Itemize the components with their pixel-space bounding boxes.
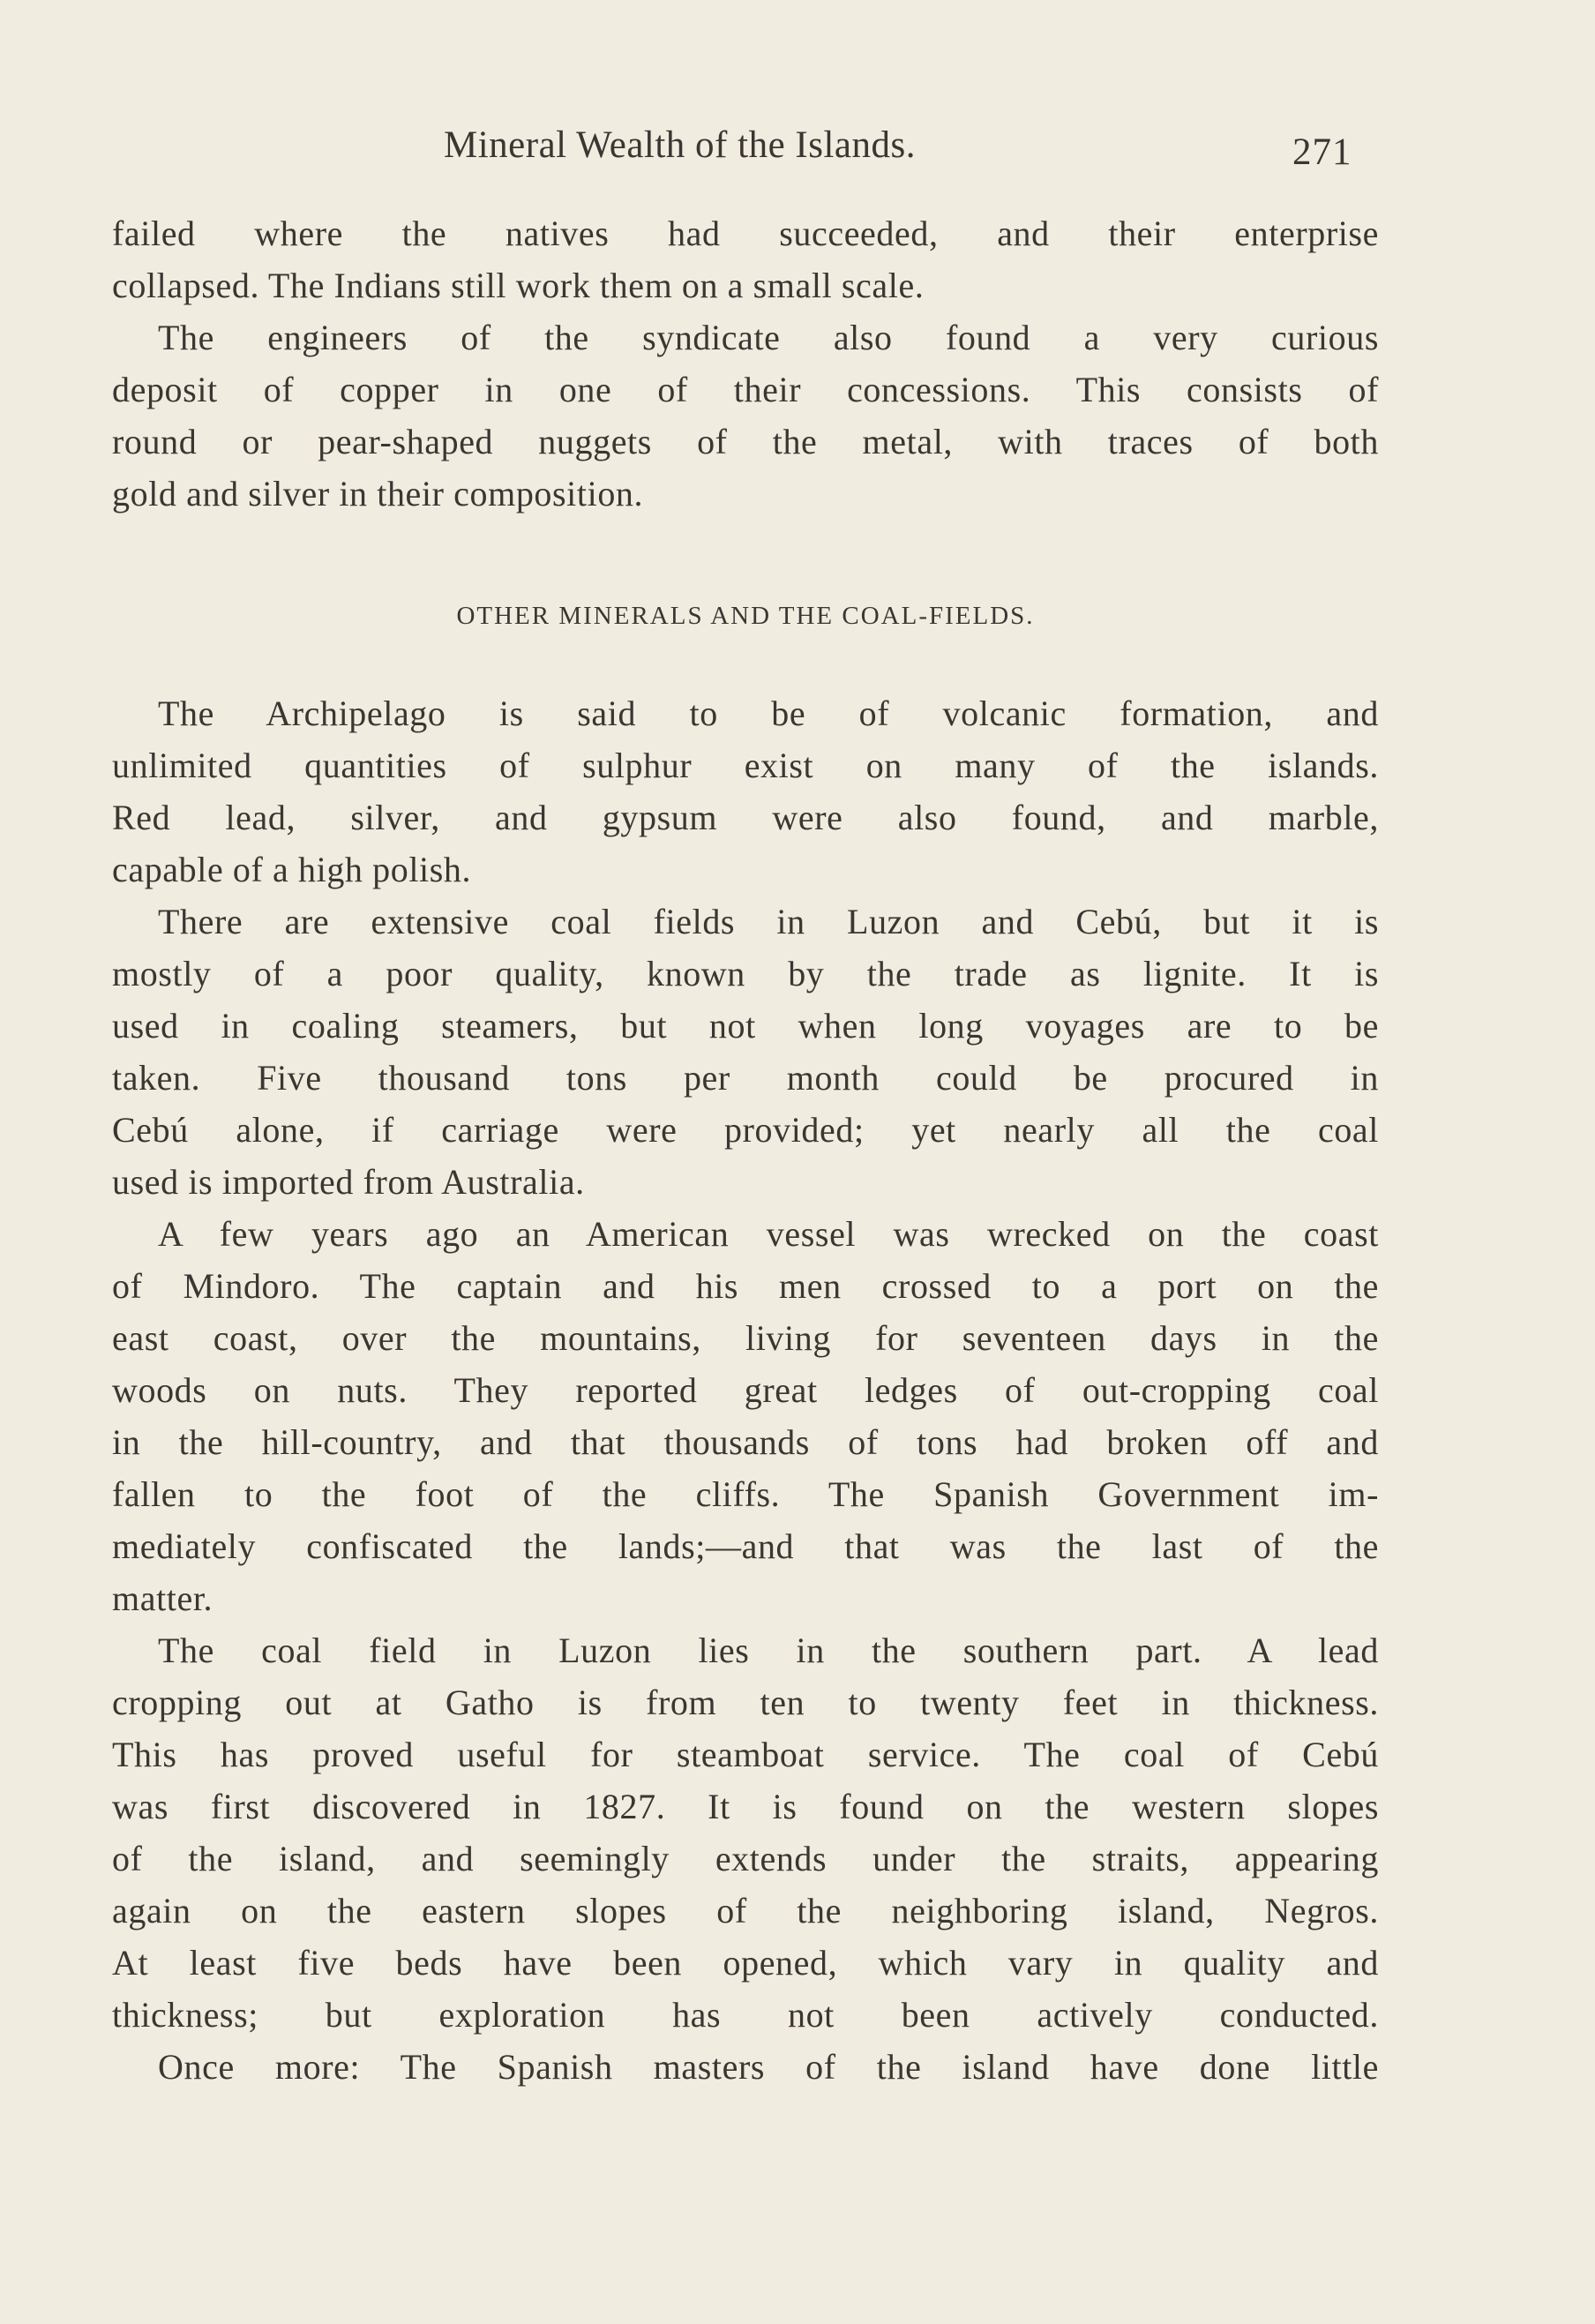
text-line: mostly of a poor quality, known by the trade as lignite. It is — [112, 954, 1379, 993]
text-line: in the hill-country, and that thousands of tons had broken off and — [112, 1422, 1379, 1462]
text-line: woods on nuts. They reported great ledges of out-cropping coal — [112, 1370, 1379, 1410]
text-line: taken. Five thousand tons per month could be procured in — [112, 1058, 1379, 1098]
section-heading: OTHER MINERALS AND THE COAL-FIELDS. — [456, 602, 1035, 630]
text-line: used in coaling steamers, but not when long voyages are to be — [112, 1006, 1379, 1046]
text-line: cropping out at Gatho is from ten to twenty feet in thickness. — [112, 1683, 1379, 1722]
text-line: There are extensive coal fields in Luzon and Cebú, but it is — [158, 902, 1379, 941]
text-line: The engineers of the syndicate also found a very curious — [158, 318, 1379, 357]
paragraph-block-coal — [112, 687, 1379, 2093]
running-head: Mineral Wealth of the Islands. — [444, 124, 916, 166]
text-line: collapsed. The Indians still work them on a small scale. — [112, 266, 925, 305]
text-line: capable of a high polish. — [112, 850, 472, 889]
paragraph-block-mining — [112, 207, 1379, 520]
text-line: round or pear-shaped nuggets of the metal, with traces of both — [112, 422, 1379, 461]
text-line: of Mindoro. The captain and his men crossed to a port on the — [112, 1266, 1379, 1306]
text-line: matter. — [112, 1578, 213, 1618]
text-line: The Archipelago is said to be of volcanic formation, and — [158, 693, 1379, 733]
text-line: was first discovered in 1827. It is found on the western slopes — [112, 1787, 1379, 1826]
text-line: A few years ago an American vessel was wrecked on the coast — [158, 1214, 1379, 1254]
text-line: of the island, and seemingly extends under the straits, appearing — [112, 1839, 1379, 1878]
text-line: fallen to the foot of the cliffs. The Spanish Government im- — [112, 1474, 1379, 1514]
text-line: again on the eastern slopes of the neighboring island, Negros. — [112, 1891, 1379, 1930]
text-line: Once more: The Spanish masters of the island have done little — [158, 2047, 1379, 2087]
text-line: At least five beds have been opened, which vary in quality and — [112, 1943, 1379, 1983]
text-line: thickness; but exploration has not been actively conducted. — [112, 1995, 1379, 2035]
text-line: Cebú alone, if carriage were provided; yet nearly all the coal — [112, 1110, 1379, 1150]
page-number: 271 — [1292, 131, 1352, 173]
text-line: Red lead, silver, and gypsum were also found, and marble, — [112, 798, 1379, 837]
text-line: used is imported from Australia. — [112, 1162, 585, 1202]
text-line: unlimited quantities of sulphur exist on many of the islands. — [112, 746, 1379, 785]
text-line: The coal field in Luzon lies in the southern part. A lead — [158, 1631, 1379, 1670]
text-line: gold and silver in their composition. — [112, 474, 644, 514]
text-line: failed where the natives had succeeded, and their enterprise — [112, 214, 1379, 253]
text-line: east coast, over the mountains, living for seventeen days in the — [112, 1318, 1379, 1358]
text-line: deposit of copper in one of their concessions. This consists of — [112, 370, 1379, 409]
text-line: This has proved useful for steamboat service. The coal of Cebú — [112, 1735, 1379, 1774]
text-line: mediately confiscated the lands;—and that was the last of the — [112, 1526, 1379, 1566]
